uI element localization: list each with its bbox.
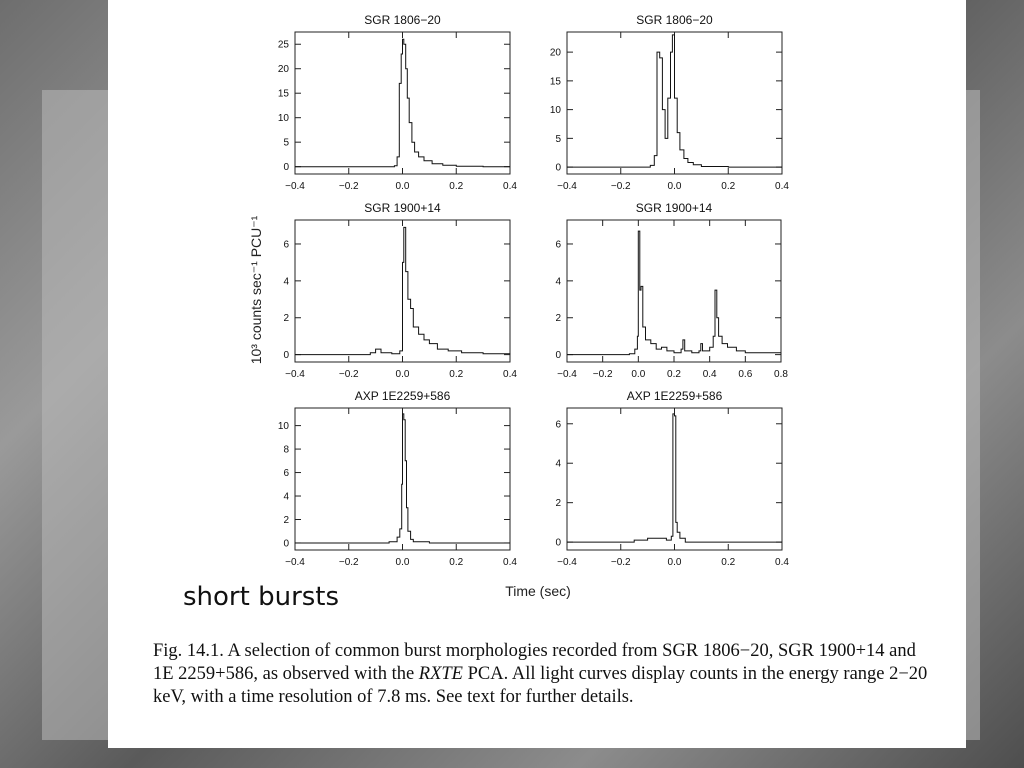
- x-tick-label: −0.2: [610, 557, 631, 568]
- x-tick-label: 0.0: [667, 557, 682, 568]
- panel-title: AXP 1E2259+586: [354, 389, 451, 403]
- y-tick-label: 15: [277, 88, 289, 100]
- x-tick-label: 0.2: [449, 557, 464, 568]
- y-tick-label: 15: [549, 76, 561, 88]
- plot-frame: [567, 220, 781, 362]
- x-tick-label: 0.4: [775, 181, 789, 192]
- y-tick-label: 5: [283, 137, 289, 149]
- x-tick-label: 0.0: [395, 369, 410, 380]
- x-tick-label: 0.0: [631, 369, 646, 380]
- y-tick-label: 0: [283, 350, 289, 362]
- slide: [108, 0, 966, 748]
- x-tick-label: −0.2: [338, 181, 359, 192]
- panel-1: [278, 13, 518, 192]
- y-tick-label: 2: [555, 313, 561, 325]
- y-tick-label: 4: [283, 491, 289, 503]
- caption-rxte: RXTE: [418, 664, 463, 684]
- light-curve-series: [567, 35, 782, 167]
- x-tick-label: 0.0: [395, 557, 410, 568]
- x-tick-label: 0.2: [449, 369, 464, 380]
- x-tick-label: 0.4: [775, 557, 789, 568]
- x-tick-label: 0.4: [503, 369, 517, 380]
- x-tick-label: −0.2: [338, 557, 359, 568]
- x-tick-label: 0.0: [395, 181, 410, 192]
- y-tick-label: 0: [555, 537, 561, 549]
- x-tick-label: 0.8: [774, 369, 788, 380]
- x-tick-label: −0.4: [285, 181, 305, 192]
- x-tick-label: 0.2: [667, 369, 681, 380]
- plot-frame: [567, 408, 782, 550]
- y-tick-label: 0: [283, 162, 289, 174]
- y-tick-label: 0: [283, 538, 289, 550]
- y-tick-label: 10: [277, 421, 289, 433]
- short-bursts-label: short bursts: [183, 582, 340, 612]
- x-tick-label: −0.4: [285, 557, 305, 568]
- y-tick-label: 0: [555, 350, 561, 362]
- panel-title: SGR 1900+14: [364, 201, 441, 215]
- x-tick-label: 0.4: [503, 557, 517, 568]
- panel-5: [278, 389, 518, 568]
- y-tick-label: 10: [277, 113, 289, 125]
- y-tick-label: 2: [283, 514, 289, 526]
- light-curve-series: [295, 39, 510, 166]
- panel-title: SGR 1806−20: [636, 13, 713, 27]
- caption-part-1: Fig. 14.1. A selection of common burst morphologies recorded from SGR 1806−20, SGR 1900+14 and 1E 2259+586, as observed with the: [153, 641, 916, 684]
- x-tick-label: −0.4: [557, 369, 577, 380]
- x-tick-label: −0.4: [285, 369, 305, 380]
- y-tick-label: 20: [549, 47, 561, 59]
- x-tick-label: 0.0: [667, 181, 682, 192]
- x-axis-title: Time (sec): [505, 583, 571, 599]
- y-tick-label: 6: [283, 239, 289, 251]
- y-tick-label: 5: [555, 133, 561, 145]
- figure-caption: [153, 640, 933, 709]
- y-tick-label: 20: [277, 64, 289, 76]
- y-tick-label: 4: [283, 276, 289, 288]
- y-tick-label: 0: [555, 162, 561, 174]
- burst-light-curves-figure: [108, 0, 966, 630]
- panel-2: [550, 13, 790, 192]
- y-tick-label: 10: [549, 105, 561, 117]
- panel-title: SGR 1900+14: [635, 201, 713, 215]
- caption-part-3: PCA. All light curves display counts in the energy range 2−20 keV, with a time resolution of 7.8 ms. See text for further details.: [153, 664, 928, 707]
- x-tick-label: 0.2: [721, 181, 736, 192]
- y-tick-label: 2: [555, 498, 561, 510]
- y-tick-label: 6: [555, 419, 561, 431]
- x-tick-label: 0.2: [449, 181, 464, 192]
- y-tick-label: 2: [283, 313, 289, 325]
- x-tick-label: 0.2: [721, 557, 736, 568]
- x-tick-label: −0.2: [338, 369, 359, 380]
- x-tick-label: 0.6: [738, 369, 753, 380]
- panel-title: SGR 1806−20: [364, 13, 441, 27]
- x-tick-label: 0.4: [702, 369, 717, 380]
- y-axis-title: 10³ counts sec⁻¹ PCU⁻¹: [248, 215, 264, 365]
- light-curve-series: [567, 414, 782, 542]
- x-tick-label: −0.4: [557, 557, 577, 568]
- y-tick-label: 4: [555, 458, 561, 470]
- y-tick-label: 8: [283, 444, 289, 456]
- x-tick-label: −0.2: [610, 181, 631, 192]
- light-curve-series: [567, 231, 781, 355]
- y-tick-label: 6: [283, 468, 289, 480]
- panel-title: AXP 1E2259+586: [626, 389, 723, 403]
- y-tick-label: 4: [555, 276, 561, 288]
- panel-6: [555, 389, 789, 568]
- x-tick-label: −0.4: [557, 181, 577, 192]
- panel-3: [283, 201, 517, 380]
- x-tick-label: −0.2: [592, 369, 613, 380]
- light-curve-series: [295, 227, 510, 354]
- panel-4: [555, 201, 788, 380]
- light-curve-series: [295, 414, 510, 543]
- x-tick-label: 0.4: [503, 181, 517, 192]
- y-tick-label: 25: [277, 39, 289, 51]
- y-tick-label: 6: [555, 239, 561, 251]
